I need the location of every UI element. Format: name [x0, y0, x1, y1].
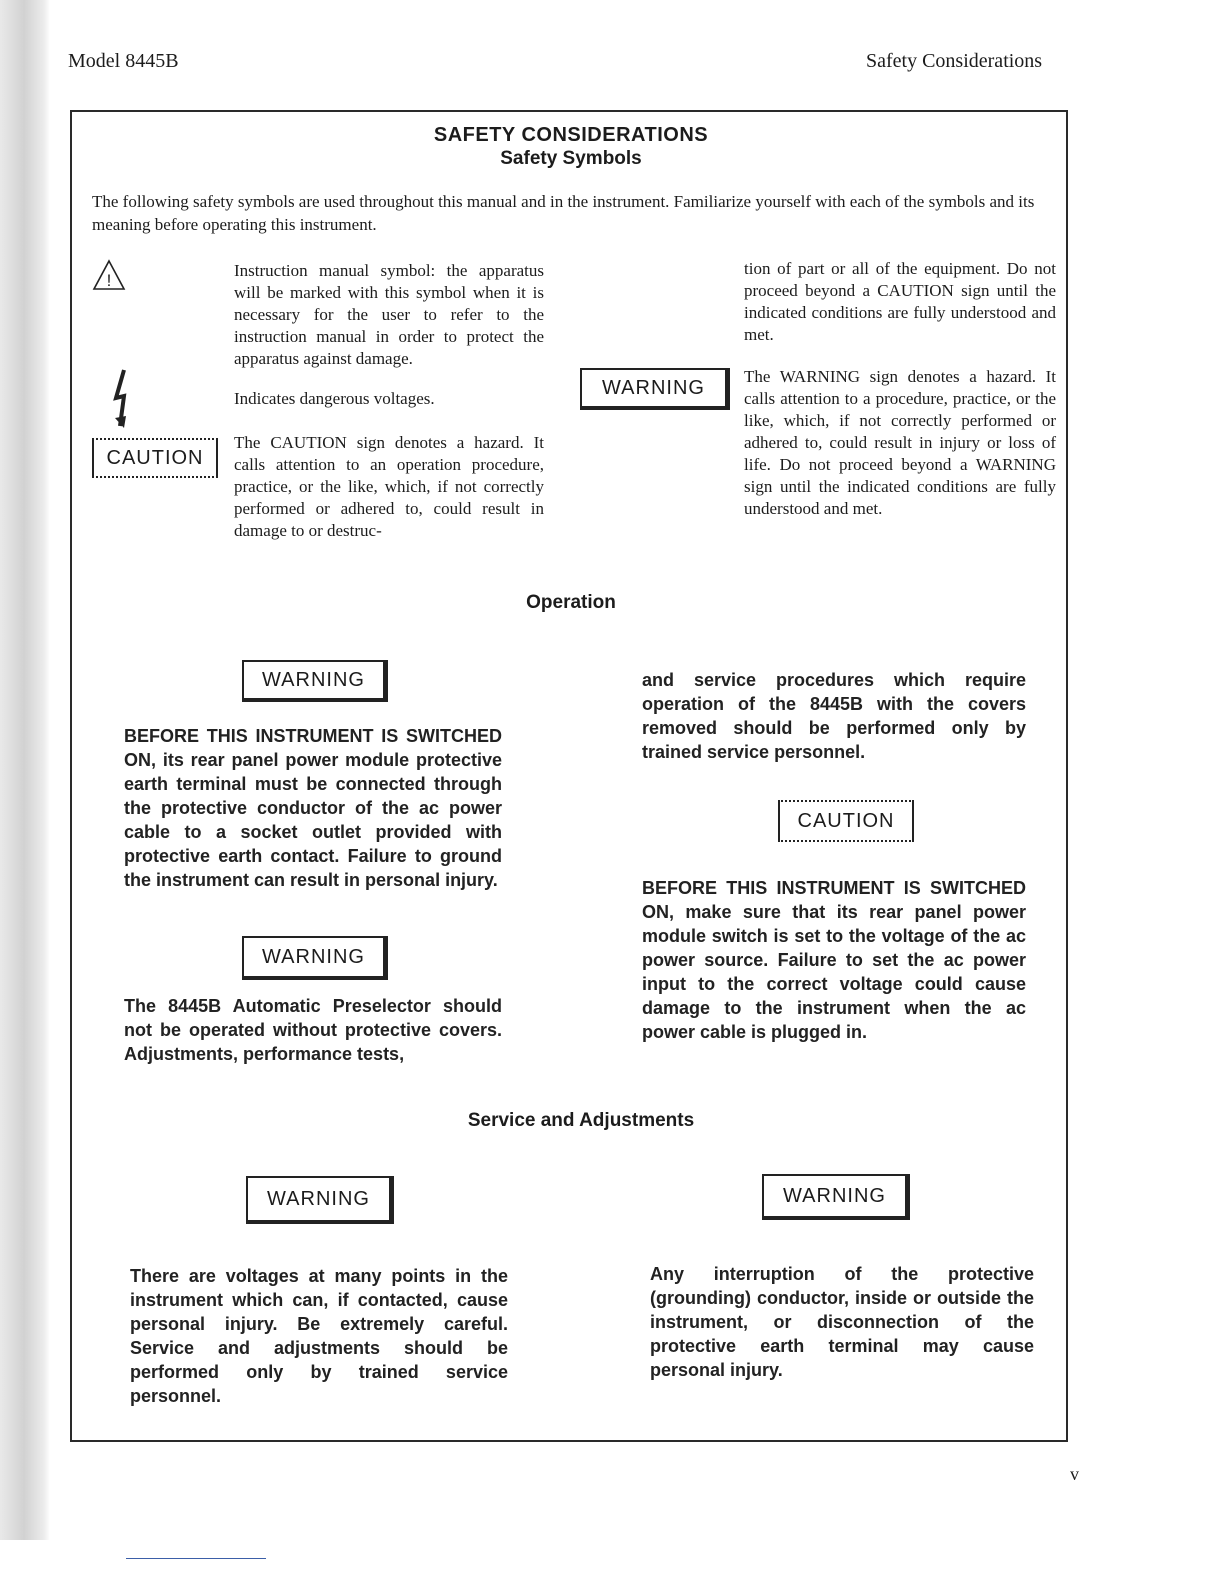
- warning-sign: WARNING: [580, 368, 730, 410]
- caution-sign: CAUTION: [92, 438, 218, 478]
- intro-paragraph: The following safety symbols are used throughout this manual and in the instrument. Familiarize yourself with each of the symbols and its meaning before operating this instrument.: [92, 192, 1035, 234]
- service-warning2-sign: WARNING: [762, 1174, 910, 1220]
- service-warning1-text: There are voltages at many points in the instrument which can, if contacted, cause personal injury. Be extremely careful. Service and adjustments should be performed only by trained service personnel.: [130, 1266, 508, 1406]
- header-section: Safety Considerations: [866, 50, 1043, 72]
- operation-caution-sign: CAUTION: [778, 800, 914, 842]
- page-subtitle: Safety Symbols: [500, 148, 642, 169]
- operation-warning2-text-part2: and service procedures which require operation of the 8445B with the covers removed should be performed only by trained service personnel.: [642, 670, 1026, 762]
- operation-warning1-text: BEFORE THIS INSTRUMENT IS SWITCHED ON, its rear panel power module protective earth terminal must be connected through the protective conductor of the ac power cable to a socket outlet provided with protective earth contact. Failure to ground the instrument can result in personal injury.: [124, 726, 502, 890]
- service-warning1-sign: WARNING: [246, 1176, 394, 1224]
- operation-caution-text: BEFORE THIS INSTRUMENT IS SWITCHED ON, make sure that its rear panel power module switch is set to the voltage of the ac power source. Failure to set the ac power input to the correct voltage could cause damage to the instrument when the ac power cable is plugged in.: [642, 878, 1026, 1042]
- caution-description-part2: tion of part or all of the equipment. Do not proceed beyond a CAUTION sign until the indicated conditions are fully understood and met.: [744, 259, 1056, 344]
- manual-symbol-text: Instruction manual symbol: the apparatus will be marked with this symbol when it is necessary for the user to refer to the instruction manual in order to protect the apparatus against damage.: [234, 261, 544, 368]
- header-model: Model 8445B: [68, 50, 179, 72]
- caution-triangle-icon: [92, 259, 126, 296]
- footer-rule: [126, 1558, 266, 1559]
- service-heading: Service and Adjustments: [467, 1110, 695, 1131]
- operation-warning2-sign: WARNING: [242, 936, 388, 980]
- page-title: SAFETY CONSIDERATIONS: [433, 124, 709, 146]
- svg-text:!: !: [106, 271, 112, 290]
- operation-heading: Operation: [526, 592, 616, 613]
- lightning-bolt-icon: [110, 368, 134, 435]
- caution-description-part1: The CAUTION sign denotes a hazard. It calls attention to an operation procedure, practice, or the like, which, if not correctly performed or adhered to, could result in damage to or destruc-: [234, 433, 544, 540]
- operation-warning2-text-part1: The 8445B Automatic Preselector should not be operated without protective covers. Adjustments, performance tests,: [124, 996, 502, 1064]
- service-warning2-text: Any interruption of the protective (grounding) conductor, inside or outside the instrument, or disconnection of the protective earth terminal may cause personal injury.: [650, 1264, 1034, 1380]
- page-number: v: [1070, 1464, 1079, 1484]
- warning-description: The WARNING sign denotes a hazard. It calls attention to a procedure, practice, or the like, which, if not correctly performed or adhered to, could result in injury or loss of life. Do not proceed beyond a WARNING sign until the indicated conditions are fully understood and met.: [744, 367, 1056, 518]
- voltage-symbol-text: Indicates dangerous voltages.: [234, 389, 435, 408]
- scan-edge-shadow: [0, 0, 50, 1540]
- operation-warning1-sign: WARNING: [242, 660, 388, 702]
- safety-frame: [70, 110, 1068, 1442]
